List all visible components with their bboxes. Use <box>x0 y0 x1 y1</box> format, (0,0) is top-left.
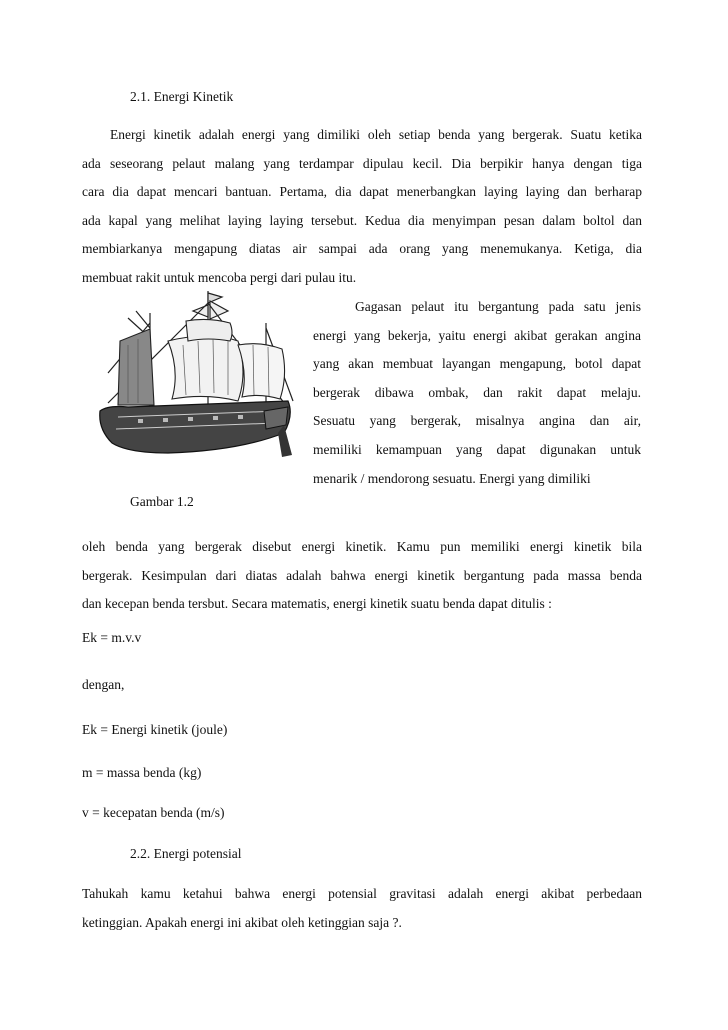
text-line: memiliki kemampuan yang dapat digunakan untuk <box>313 441 641 457</box>
text-line: membiarkanya mengapung diatas air sampai ada orang yang menemukanya. Ketiga, dia <box>82 241 642 257</box>
text-line: dan kecepan benda tersbut. Secara matematis, energi kinetik suatu benda dapat ditulis : <box>82 596 552 612</box>
paragraph-potential <box>82 880 642 937</box>
paragraph-intro <box>82 121 642 293</box>
side-paragraph <box>313 293 641 493</box>
definition-m: m = massa benda (kg) <box>82 765 202 780</box>
section-heading-energi-kinetik: 2.1. Energi Kinetik <box>130 89 234 104</box>
text-line: Gagasan pelaut itu bergantung pada satu jenis <box>355 299 641 314</box>
text-line: yang akan membuat layangan mengapung, botol dapat <box>313 356 641 372</box>
ship-drawing <box>88 283 300 493</box>
text-line: bergerak dibawa ombak, dan rakit dapat melaju. <box>313 384 641 400</box>
text-line: cara dia dapat mencari bantuan. Pertama, dia dapat menerbangkan laying laying dan berharap <box>82 184 642 200</box>
formula-kinetic-energy: Ek = m.v.v <box>82 630 142 645</box>
text-line: membuat rakit untuk mencoba pergi dari pulau itu. <box>82 269 357 285</box>
text-line: Tahukah kamu ketahui bahwa energi potensial gravitasi adalah energi akibat perbedaan <box>82 886 642 901</box>
text-line: ada kapal yang melihat laying laying tersebut. Kedua dia menyimpan pesan dalam boltol dan <box>82 212 642 228</box>
section-heading-energi-potensial: 2.2. Energi potensial <box>130 846 242 861</box>
with-label: dengan, <box>82 677 125 692</box>
text-line: Sesuatu yang bergerak, misalnya angina dan air, <box>313 413 641 429</box>
text-line: ketinggian. Apakah energi ini akibat oleh ketinggian saja ?. <box>82 914 402 930</box>
text-line: Energi kinetik adalah energi yang dimiliki oleh setiap benda yang bergerak. Suatu ketika <box>110 127 642 142</box>
text-line: ada seseorang pelaut malang yang terdampar dipulau kecil. Dia berpikir hanya dengan tiga <box>82 155 642 171</box>
paragraph-kinetic-conclusion <box>82 533 642 619</box>
figure-caption: Gambar 1.2 <box>130 494 194 509</box>
sailing-ship-illustration <box>88 283 300 493</box>
text-line: oleh benda yang bergerak disebut energi kinetik. Kamu pun memiliki energi kinetik bila <box>82 539 642 554</box>
definition-v: v = kecepatan benda (m/s) <box>82 805 225 820</box>
text-line: energi yang bekerja, yaitu energi akibat gerakan angina <box>313 327 641 343</box>
text-line: menarik / mendorong sesuatu. Energi yang dimiliki <box>313 470 591 486</box>
definition-ek: Ek = Energi kinetik (joule) <box>82 722 228 737</box>
text-line: bergerak. Kesimpulan dari diatas adalah bahwa energi kinetik bergantung pada massa benda <box>82 567 642 583</box>
